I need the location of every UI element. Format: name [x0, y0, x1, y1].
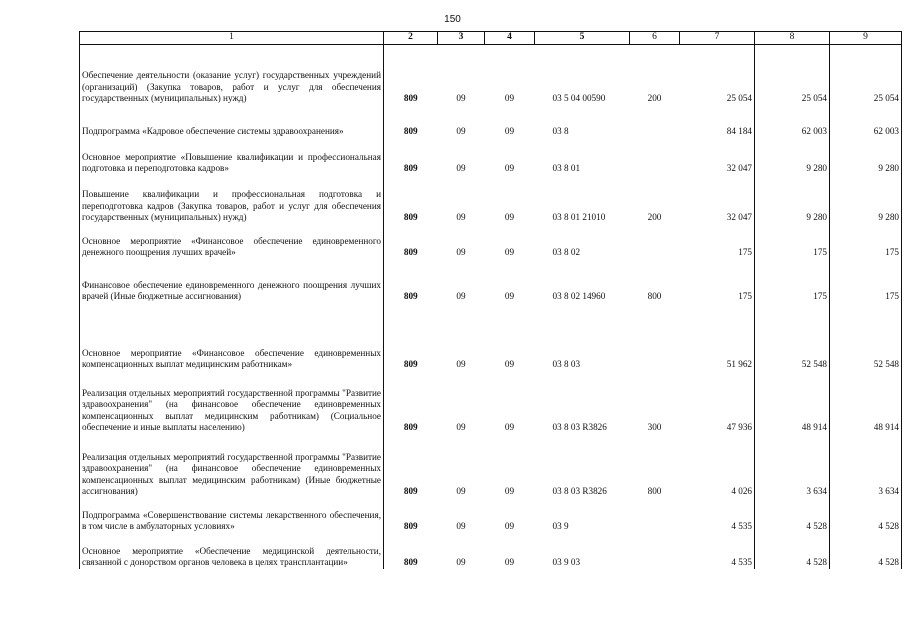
table-row	[80, 175, 902, 224]
cell-expense-type	[630, 303, 680, 371]
cell-year2: 175	[755, 259, 830, 303]
cell-section: 09	[456, 163, 466, 173]
cell-year3: 4 528	[830, 533, 902, 569]
cell-description: Повышение квалификации и профессиональная подготовка и переподготовка кадров (Закупка товаров, работ и услуг для обеспечения государственных (муниципальных) нужд)	[80, 175, 384, 224]
cell-year2: 4 528	[755, 533, 830, 569]
table-row	[80, 498, 902, 533]
cell-expense-type	[630, 498, 680, 533]
cell-ministry: 809	[403, 212, 418, 222]
cell-section: 09	[456, 359, 466, 369]
cell-year1: 84 184	[680, 105, 755, 138]
cell-year1: 25 054	[680, 45, 755, 105]
cell-subsection: 09	[504, 247, 515, 257]
cell-expense-type: 800	[647, 486, 662, 496]
cell-expense-type	[630, 105, 680, 138]
cell-target-article: 03 8 01	[552, 163, 581, 173]
cell-description: Финансовое обеспечение единовременного денежного поощрения лучших врачей (Иные бюджетные ассигнования)	[80, 259, 384, 303]
cell-year3: 175	[830, 224, 902, 259]
col-header-ministry: 2	[384, 32, 438, 45]
cell-description: Реализация отдельных мероприятий государственной программы "Развитие здравоохранения" (на финансовое обеспечение единовременных компенсационных выплат медицинским работникам) (Социальное обеспечение и иные выплаты населению)	[80, 371, 384, 434]
cell-year1: 47 936	[680, 371, 755, 434]
cell-ministry: 809	[403, 557, 418, 567]
cell-subsection: 09	[504, 557, 515, 567]
cell-year3: 175	[830, 259, 902, 303]
cell-year3: 9 280	[830, 175, 902, 224]
cell-section: 09	[456, 212, 466, 222]
table-row	[80, 533, 902, 569]
cell-year2: 52 548	[755, 303, 830, 371]
cell-year1: 4 026	[680, 434, 755, 498]
cell-year3: 48 914	[830, 371, 902, 434]
cell-ministry: 809	[403, 93, 418, 103]
table-row	[80, 105, 902, 138]
cell-section: 09	[456, 93, 466, 103]
cell-ministry: 809	[403, 291, 418, 301]
cell-ministry: 809	[403, 422, 418, 432]
cell-target-article: 03 9 03	[552, 557, 581, 567]
cell-target-article: 03 8 03 R3826	[552, 486, 607, 496]
cell-description: Основное мероприятие «Повышение квалификации и профессиональная подготовка и переподготовка кадров»	[80, 138, 384, 175]
cell-expense-type: 300	[647, 422, 662, 432]
cell-year1: 51 962	[680, 303, 755, 371]
col-header-year1: 7	[680, 32, 755, 45]
table-row	[80, 45, 902, 105]
cell-subsection: 09	[504, 163, 515, 173]
table-row	[80, 224, 902, 259]
cell-section: 09	[456, 126, 466, 136]
cell-subsection: 09	[504, 422, 515, 432]
cell-target-article: 03 8 02 14960	[552, 291, 606, 301]
col-header-expense-type: 6	[630, 32, 680, 45]
cell-description: Подпрограмма «Совершенствование системы лекарственного обеспечения, в том числе в амбулаторных условиях»	[80, 498, 384, 533]
cell-year3: 4 528	[830, 498, 902, 533]
cell-year3: 25 054	[830, 45, 902, 105]
cell-year2: 62 003	[755, 105, 830, 138]
cell-subsection: 09	[504, 291, 515, 301]
table-row	[80, 303, 902, 371]
header-row	[80, 32, 902, 45]
cell-year3: 62 003	[830, 105, 902, 138]
cell-description: Основное мероприятие «Финансовое обеспечение единовременных компенсационных выплат медицинским работникам»	[80, 303, 384, 371]
cell-ministry: 809	[403, 247, 418, 257]
cell-section: 09	[456, 422, 466, 432]
cell-description: Обеспечение деятельности (оказание услуг) государственных учреждений (организаций) (Закупка товаров, работ и услуг для обеспечения государственных (муниципальных) нужд)	[80, 45, 384, 105]
cell-ministry: 809	[403, 486, 418, 496]
cell-expense-type	[630, 224, 680, 259]
col-header-section: 3	[438, 32, 485, 45]
cell-year1: 175	[680, 259, 755, 303]
cell-year1: 32 047	[680, 175, 755, 224]
cell-target-article: 03 8 01 21010	[552, 212, 606, 222]
cell-subsection: 09	[504, 212, 515, 222]
cell-expense-type: 800	[647, 291, 662, 301]
cell-subsection: 09	[504, 521, 515, 531]
cell-subsection: 09	[504, 126, 515, 136]
cell-ministry: 809	[403, 521, 418, 531]
col-header-year3: 9	[830, 32, 902, 45]
cell-year1: 175	[680, 224, 755, 259]
table-row	[80, 138, 902, 175]
cell-section: 09	[456, 247, 466, 257]
cell-year2: 48 914	[755, 371, 830, 434]
cell-year2: 9 280	[755, 175, 830, 224]
cell-description: Основное мероприятие «Обеспечение медицинской деятельности, связанной с донорством органов человека в целях трансплантации»	[80, 533, 384, 569]
cell-year2: 175	[755, 224, 830, 259]
cell-year3: 3 634	[830, 434, 902, 498]
table-row	[80, 259, 902, 303]
table-row	[80, 371, 902, 434]
cell-year3: 9 280	[830, 138, 902, 175]
col-header-subsection: 4	[485, 32, 535, 45]
cell-target-article: 03 8 02	[552, 247, 581, 257]
cell-subsection: 09	[504, 359, 515, 369]
cell-year3: 52 548	[830, 303, 902, 371]
cell-target-article: 03 8 03 R3826	[552, 422, 607, 432]
cell-ministry: 809	[403, 126, 418, 136]
budget-table	[79, 31, 902, 569]
cell-target-article: 03 8 03	[552, 359, 581, 369]
cell-year1: 4 535	[680, 533, 755, 569]
cell-expense-type	[630, 138, 680, 175]
cell-description: Подпрограмма «Кадровое обеспечение системы здравоохранения»	[80, 105, 384, 138]
cell-section: 09	[456, 557, 466, 567]
cell-year2: 4 528	[755, 498, 830, 533]
col-header-year2: 8	[755, 32, 830, 45]
cell-section: 09	[456, 291, 466, 301]
cell-year2: 3 634	[755, 434, 830, 498]
cell-year2: 25 054	[755, 45, 830, 105]
cell-subsection: 09	[504, 486, 515, 496]
cell-description: Реализация отдельных мероприятий государственной программы "Развитие здравоохранения" (на финансовое обеспечение единовременных компенсационных выплат медицинским работникам) (Иные бюджетные ассигнования)	[80, 434, 384, 498]
cell-target-article: 03 9	[552, 521, 569, 531]
cell-expense-type	[630, 533, 680, 569]
col-header-description: 1	[80, 32, 384, 45]
cell-description: Основное мероприятие «Финансовое обеспечение единовременного денежного поощрения лучших врачей»	[80, 224, 384, 259]
cell-section: 09	[456, 486, 466, 496]
page-number: 150	[444, 14, 461, 25]
cell-expense-type: 200	[647, 212, 662, 222]
cell-ministry: 809	[403, 359, 418, 369]
cell-ministry: 809	[403, 163, 418, 173]
cell-section: 09	[456, 521, 466, 531]
cell-target-article: 03 5 04 00590	[552, 93, 606, 103]
cell-year1: 4 535	[680, 498, 755, 533]
cell-subsection: 09	[504, 93, 515, 103]
cell-year2: 9 280	[755, 138, 830, 175]
cell-year1: 32 047	[680, 138, 755, 175]
col-header-target-article: 5	[535, 32, 630, 45]
cell-expense-type: 200	[647, 93, 662, 103]
cell-target-article: 03 8	[552, 126, 569, 136]
table-row	[80, 434, 902, 498]
